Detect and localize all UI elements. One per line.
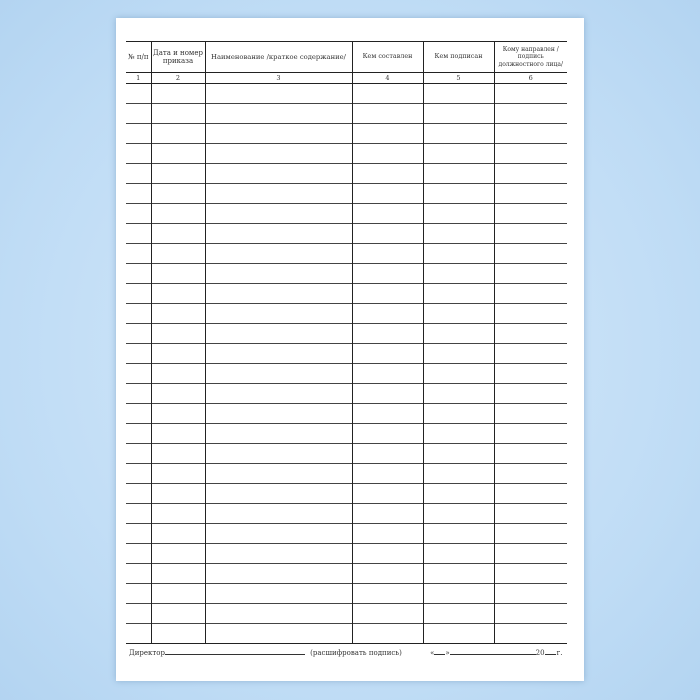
table-cell	[205, 584, 352, 604]
header-order-date-number: Дата и номер приказа	[151, 42, 205, 73]
table-cell	[494, 424, 567, 444]
column-number: 5	[423, 73, 494, 84]
table-cell	[151, 604, 205, 624]
table-row	[126, 404, 567, 424]
header-title-summary: Наименование /краткое содержание/	[205, 42, 352, 73]
table-row	[126, 464, 567, 484]
table-cell	[205, 524, 352, 544]
table-cell	[352, 424, 423, 444]
table-cell	[494, 604, 567, 624]
table-cell	[126, 464, 151, 484]
table-cell	[352, 564, 423, 584]
table-cell	[205, 264, 352, 284]
table-cell	[423, 524, 494, 544]
table-cell	[423, 464, 494, 484]
table-cell	[352, 544, 423, 564]
table-cell	[494, 304, 567, 324]
month-blank	[450, 648, 536, 655]
table-cell	[126, 604, 151, 624]
table-cell	[151, 184, 205, 204]
table-row	[126, 84, 567, 104]
table-row	[126, 124, 567, 144]
table-cell	[126, 424, 151, 444]
table-row	[126, 184, 567, 204]
table-cell	[126, 244, 151, 264]
table-cell	[205, 464, 352, 484]
date-open-quote: «	[430, 649, 435, 657]
table-cell	[151, 344, 205, 364]
table-cell	[423, 404, 494, 424]
table-cell	[126, 444, 151, 464]
table-cell	[151, 424, 205, 444]
table-cell	[352, 584, 423, 604]
table-cell	[126, 524, 151, 544]
table-cell	[151, 484, 205, 504]
table-cell	[205, 444, 352, 464]
table-cell	[205, 244, 352, 264]
column-number: 3	[205, 73, 352, 84]
table-cell	[205, 344, 352, 364]
table-cell	[151, 404, 205, 424]
table-cell	[151, 544, 205, 564]
table-cell	[494, 564, 567, 584]
table-cell	[126, 164, 151, 184]
header-compiled-by: Кем составлен	[352, 42, 423, 73]
table-cell	[352, 164, 423, 184]
table-cell	[151, 264, 205, 284]
table-cell	[205, 84, 352, 104]
table-cell	[352, 484, 423, 504]
table-cell	[126, 204, 151, 224]
table-cell	[205, 304, 352, 324]
table-cell	[151, 624, 205, 644]
table-cell	[352, 84, 423, 104]
table-cell	[352, 104, 423, 124]
table-cell	[126, 224, 151, 244]
table-cell	[494, 264, 567, 284]
table-row	[126, 144, 567, 164]
table-cell	[205, 164, 352, 184]
table-cell	[423, 564, 494, 584]
table-row	[126, 544, 567, 564]
table-cell	[126, 284, 151, 304]
table-cell	[423, 344, 494, 364]
table-cell	[423, 424, 494, 444]
table-cell	[494, 124, 567, 144]
director-signature-blank	[165, 648, 305, 655]
table-row	[126, 384, 567, 404]
table-cell	[423, 624, 494, 644]
table-cell	[423, 224, 494, 244]
table-cell	[352, 444, 423, 464]
table-cell	[352, 344, 423, 364]
table-cell	[494, 184, 567, 204]
table-cell	[126, 484, 151, 504]
table-cell	[151, 524, 205, 544]
table-cell	[205, 384, 352, 404]
table-row	[126, 604, 567, 624]
year-blank	[545, 648, 556, 655]
table-cell	[151, 444, 205, 464]
table-cell	[126, 184, 151, 204]
table-cell	[205, 204, 352, 224]
table-row	[126, 424, 567, 444]
table-cell	[494, 624, 567, 644]
table-cell	[423, 584, 494, 604]
director-label: Директор	[129, 649, 165, 657]
header-row	[126, 42, 567, 73]
table-cell	[205, 484, 352, 504]
table-cell	[494, 404, 567, 424]
table-cell	[205, 564, 352, 584]
table-cell	[352, 364, 423, 384]
orders-journal-table	[126, 41, 567, 644]
table-cell	[494, 524, 567, 544]
table-cell	[151, 204, 205, 224]
table-row	[126, 364, 567, 384]
table-cell	[151, 124, 205, 144]
table-cell	[205, 504, 352, 524]
table-cell	[151, 144, 205, 164]
table-cell	[352, 604, 423, 624]
table-cell	[352, 404, 423, 424]
table-cell	[494, 484, 567, 504]
table-cell	[352, 224, 423, 244]
table-cell	[126, 264, 151, 284]
table-row	[126, 164, 567, 184]
table-row	[126, 484, 567, 504]
decode-signature-label: (расшифровать подпись)	[310, 649, 402, 657]
table-row	[126, 204, 567, 224]
column-number: 4	[352, 73, 423, 84]
table-cell	[423, 324, 494, 344]
table-cell	[151, 244, 205, 264]
table-cell	[126, 384, 151, 404]
table-row	[126, 224, 567, 244]
table-row	[126, 324, 567, 344]
table-cell	[205, 184, 352, 204]
table-cell	[494, 204, 567, 224]
table-cell	[126, 344, 151, 364]
table-row	[126, 304, 567, 324]
table-body	[126, 84, 567, 644]
header-signed-by: Кем подписан	[423, 42, 494, 73]
table-cell	[494, 384, 567, 404]
table-cell	[352, 304, 423, 324]
table-cell	[205, 144, 352, 164]
column-number: 6	[494, 73, 567, 84]
table-cell	[352, 124, 423, 144]
table-cell	[151, 564, 205, 584]
table-cell	[205, 284, 352, 304]
table-row	[126, 104, 567, 124]
day-blank	[434, 648, 445, 655]
table-cell	[151, 304, 205, 324]
table-cell	[423, 204, 494, 224]
table-cell	[205, 404, 352, 424]
table-cell	[423, 84, 494, 104]
header-sent-to: Кому направлен / подпись должностного лица/	[494, 42, 567, 73]
table-cell	[494, 464, 567, 484]
table-cell	[352, 624, 423, 644]
header-number: № п/п	[127, 52, 149, 61]
table-cell	[494, 104, 567, 124]
table-row	[126, 264, 567, 284]
table-cell	[126, 124, 151, 144]
table-cell	[352, 184, 423, 204]
table-row	[126, 624, 567, 644]
table-cell	[126, 504, 151, 524]
table-cell	[352, 384, 423, 404]
table-cell	[151, 504, 205, 524]
table-cell	[151, 364, 205, 384]
table-cell	[494, 84, 567, 104]
table-row	[126, 564, 567, 584]
table-cell	[494, 584, 567, 604]
column-number-row	[126, 73, 567, 84]
table-cell	[205, 124, 352, 144]
table-cell	[423, 384, 494, 404]
table-cell	[352, 464, 423, 484]
table-cell	[126, 324, 151, 344]
table-cell	[352, 244, 423, 264]
table-cell	[423, 304, 494, 324]
table-row	[126, 284, 567, 304]
year-prefix: 20	[535, 649, 545, 657]
table-cell	[494, 324, 567, 344]
table-cell	[494, 444, 567, 464]
table-cell	[151, 584, 205, 604]
table-cell	[126, 544, 151, 564]
table-cell	[352, 204, 423, 224]
table-cell	[205, 544, 352, 564]
table-cell	[126, 584, 151, 604]
table-cell	[126, 364, 151, 384]
table-cell	[494, 224, 567, 244]
table-cell	[494, 144, 567, 164]
column-number: 2	[151, 73, 205, 84]
table-row	[126, 504, 567, 524]
table-cell	[494, 544, 567, 564]
table-cell	[151, 464, 205, 484]
table-cell	[151, 224, 205, 244]
table-cell	[126, 404, 151, 424]
table-cell	[126, 144, 151, 164]
table-cell	[423, 124, 494, 144]
table-cell	[352, 264, 423, 284]
year-suffix: г.	[556, 649, 563, 657]
table-cell	[151, 84, 205, 104]
signature-line	[129, 648, 569, 657]
table-cell	[423, 444, 494, 464]
table-cell	[352, 284, 423, 304]
table-cell	[151, 384, 205, 404]
table-cell	[423, 604, 494, 624]
table-cell	[352, 324, 423, 344]
table-cell	[205, 364, 352, 384]
table-row	[126, 444, 567, 464]
table-cell	[205, 424, 352, 444]
table-cell	[126, 84, 151, 104]
table-cell	[494, 504, 567, 524]
table-cell	[151, 284, 205, 304]
table-cell	[205, 324, 352, 344]
table-cell	[151, 164, 205, 184]
table-cell	[423, 364, 494, 384]
table-cell	[352, 524, 423, 544]
date-close-quote: »	[445, 649, 450, 657]
table-cell	[494, 244, 567, 264]
table-row	[126, 244, 567, 264]
table-cell	[205, 604, 352, 624]
column-number: 1	[126, 73, 151, 84]
table-cell	[352, 504, 423, 524]
table-cell	[423, 284, 494, 304]
table-cell	[423, 104, 494, 124]
table-cell	[423, 164, 494, 184]
table-cell	[205, 104, 352, 124]
table-cell	[494, 284, 567, 304]
table-row	[126, 344, 567, 364]
table-cell	[126, 564, 151, 584]
table-cell	[494, 164, 567, 184]
journal-page	[116, 18, 584, 681]
table-cell	[423, 504, 494, 524]
table-cell	[205, 224, 352, 244]
table-row	[126, 524, 567, 544]
table-cell	[423, 144, 494, 164]
table-cell	[423, 184, 494, 204]
table-cell	[151, 324, 205, 344]
table-cell	[494, 344, 567, 364]
table-row	[126, 584, 567, 604]
table-cell	[352, 144, 423, 164]
table-cell	[126, 104, 151, 124]
table-cell	[205, 624, 352, 644]
table-cell	[494, 364, 567, 384]
table-cell	[423, 484, 494, 504]
table-cell	[126, 304, 151, 324]
table-cell	[423, 244, 494, 264]
table-cell	[423, 544, 494, 564]
table-cell	[126, 624, 151, 644]
table-cell	[423, 264, 494, 284]
table-cell	[151, 104, 205, 124]
